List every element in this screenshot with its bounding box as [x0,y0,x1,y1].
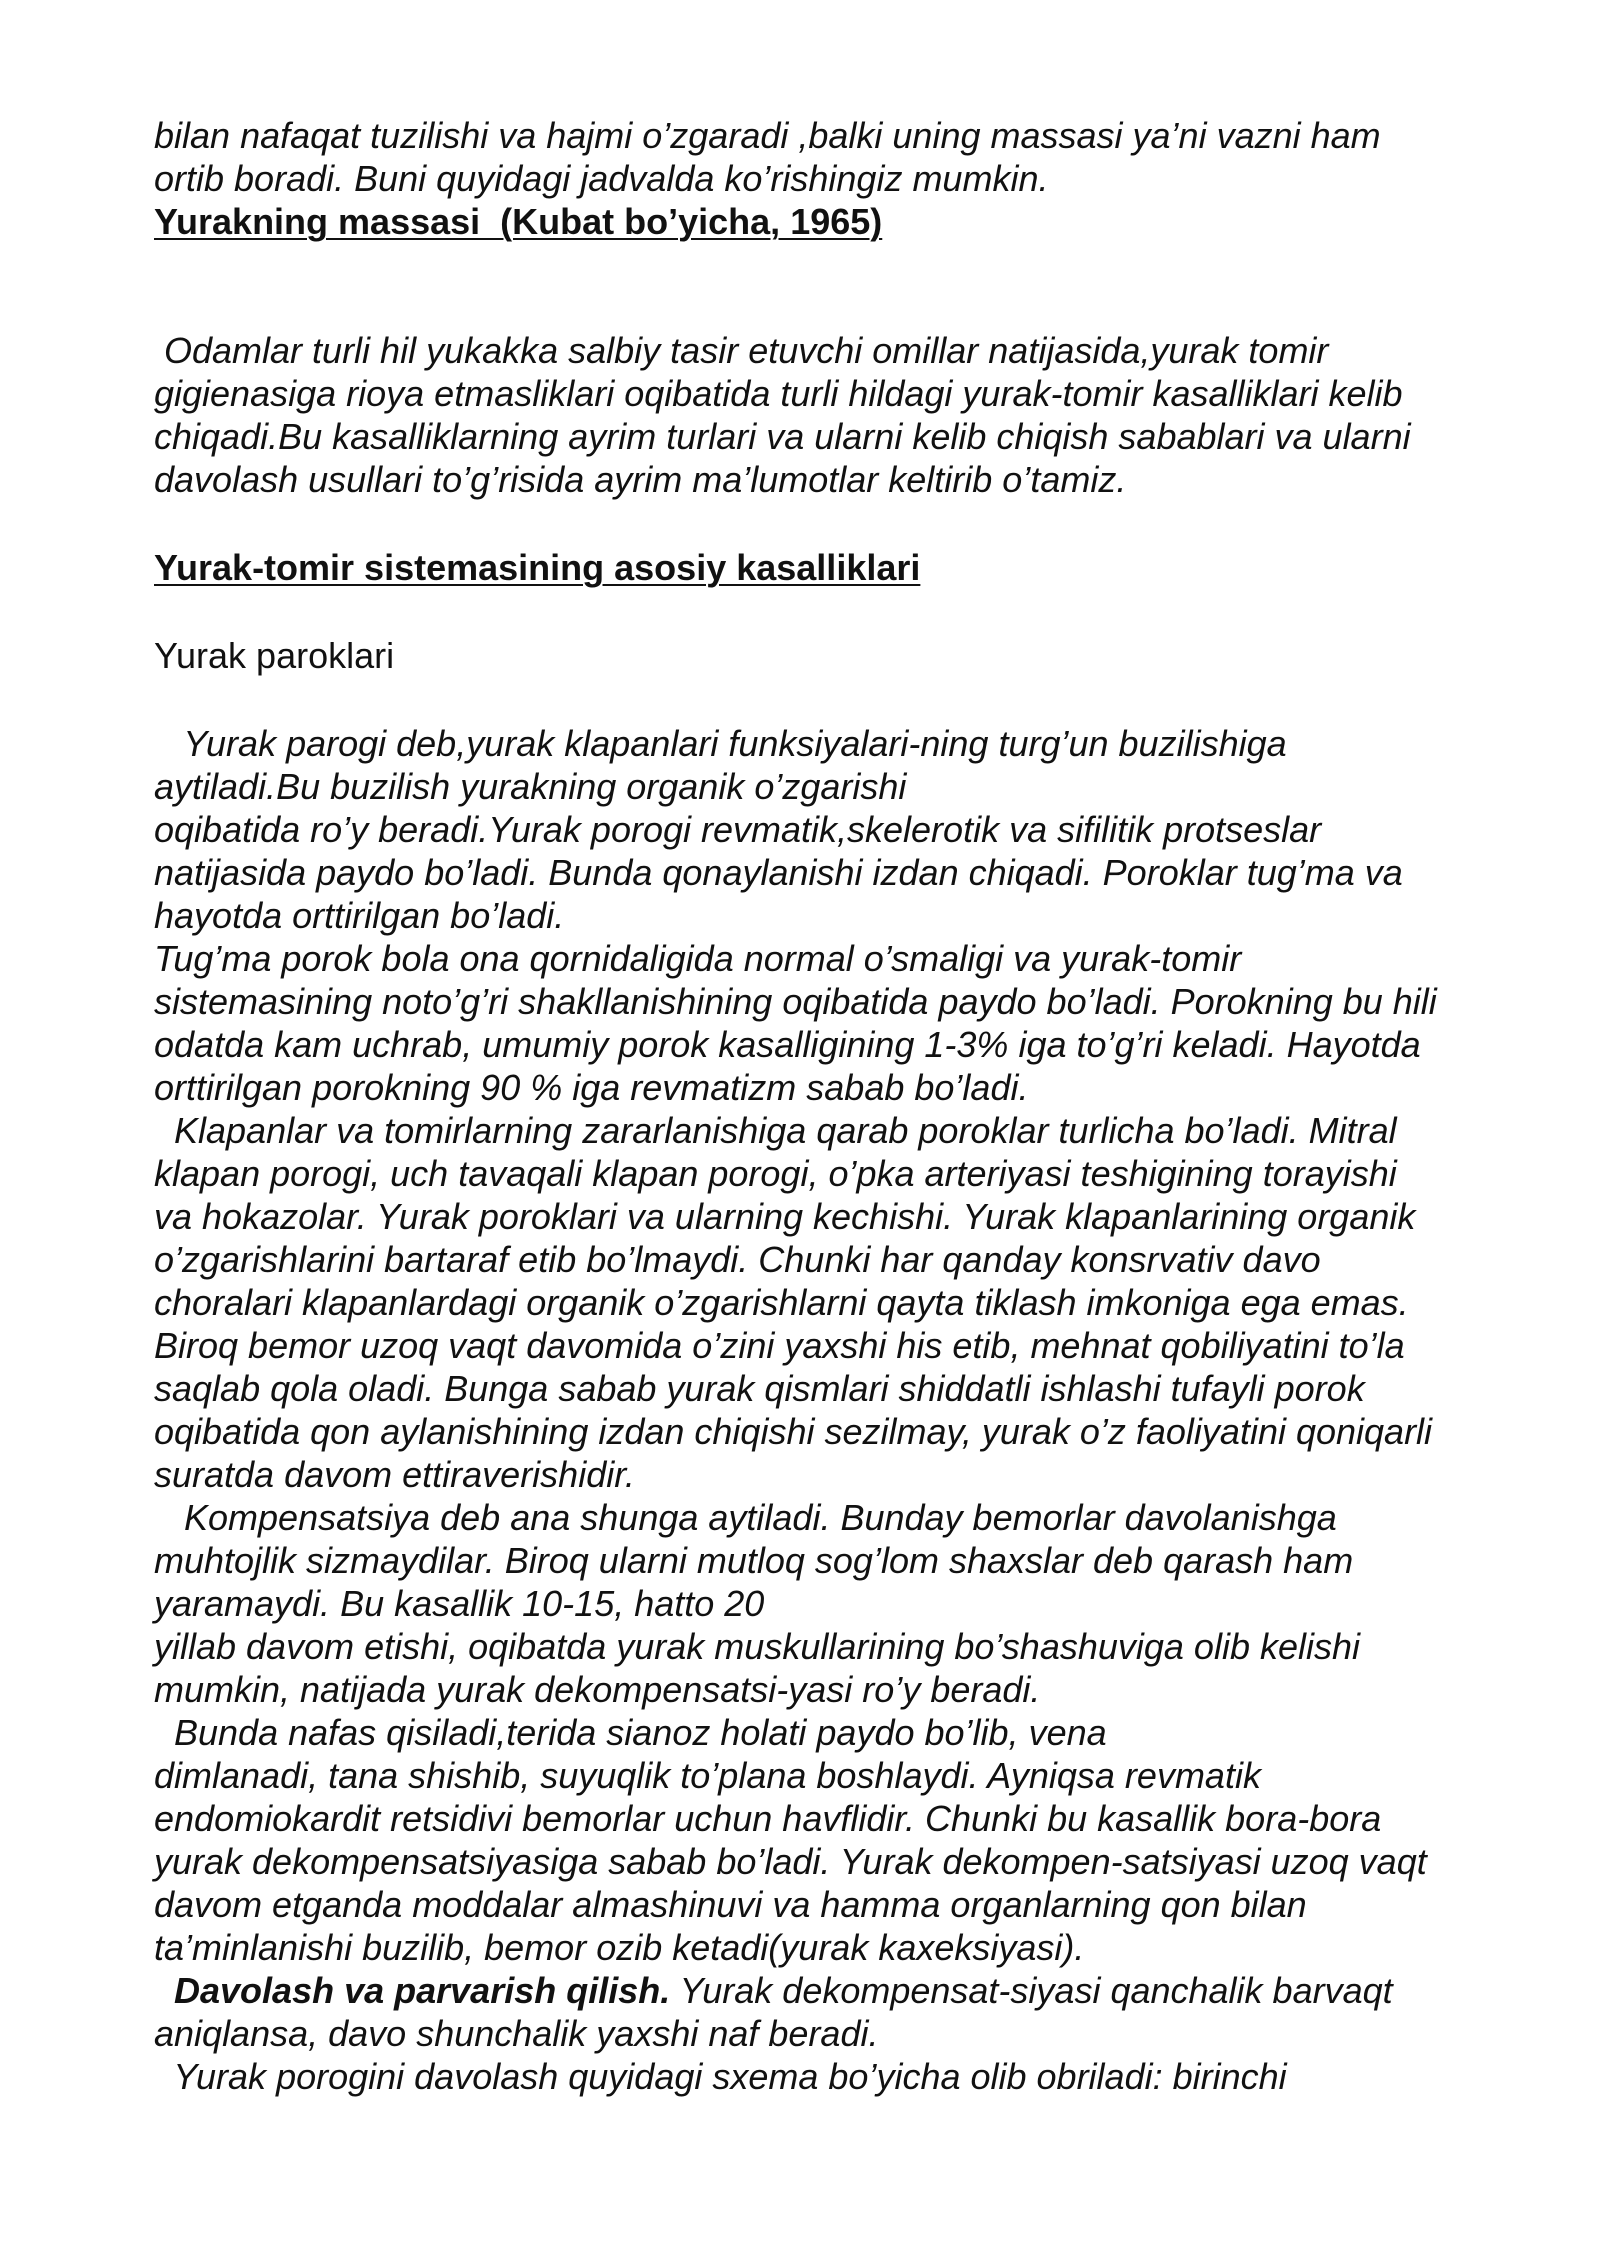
text-line: davolash usullari to’g’risida ayrim ma’lumotlar keltirib o’tamiz. [154,459,1127,500]
text-line: saqlab qola oladi. Bunga sabab yurak qismlari shiddatli ishlashi tufayli porok [154,1368,1365,1409]
text-line: Bunda nafas qisiladi,terida sianoz holati paydo bo’lib, vena [154,1712,1107,1753]
text-line: davom etganda moddalar almashinuvi va hamma organlarning qon bilan [154,1884,1307,1925]
text-line: yaramaydi. Bu kasallik 10-15, hatto 20 [154,1583,765,1624]
diseases-paragraph [154,329,1504,501]
text-line: Kompensatsiya deb ana shunga aytiladi. Bunday bemorlar davolanishga [154,1497,1337,1538]
document-body [154,114,1504,2098]
text-line: Yurak porogini davolash quyidagi sxema bo’yicha olib obriladi: birinchi [154,2056,1287,2097]
section-heading: Yurak-tomir sistemasining asosiy kasalliklari [154,547,921,588]
text-line: aytiladi.Bu buzilish yurakning organik o’zgarishi [154,766,907,807]
text-line: yurak dekompensatsiyasiga sabab bo’ladi. Yurak dekompen-satsiyasi uzoq vaqt [154,1841,1427,1882]
indent [154,1970,174,2011]
text-line: hayotda orttirilgan bo’ladi. [154,895,565,936]
spacer [154,501,1504,546]
text-line: aniqlansa, davo shunchalik yaxshi naf beradi. [154,2013,879,2054]
spacer [154,677,1504,722]
text-line: Klapanlar va tomirlarning zararlanishiga qarab poroklar turlicha bo’ladi. Mitral [154,1110,1397,1151]
main-paragraph [154,722,1504,1969]
text-line: yillab davom etishi, oqibatda yurak muskullarining bo’shashuviga olib kelishi [154,1626,1360,1667]
text-line: choralari klapanlardagi organik o’zgarishlarni qayta tiklash imkoniga ega emas. [154,1282,1409,1323]
text-line: chiqadi.Bu kasalliklarning ayrim turlari va ularni kelib chiqish sabablari va ularni [154,416,1411,457]
text-line: natijasida paydo bo’ladi. Bunda qonaylanishi izdan chiqadi. Poroklar tug’ma va [154,852,1403,893]
text-line: endomiokardit retsidivi bemorlar uchun havflidir. Chunki bu kasallik bora-bora [154,1798,1382,1839]
text-line: ta’minlanishi buzilib, bemor ozib ketadi(yurak kaxeksiyasi). [154,1927,1085,1968]
spacer [154,589,1504,634]
text-line: Biroq bemor uzoq vaqt davomida o’zini yaxshi his etib, mehnat qobiliyatini to’la [154,1325,1405,1366]
text-line: odatda kam uchrab, umumiy porok kasalligining 1-3% iga to’g’ri keladi. Hayotda [154,1024,1421,1065]
text-line: muhtojlik sizmaydilar. Biroq ularni mutloq sog’lom shaxslar deb qarash ham [154,1540,1354,1581]
text-line: o’zgarishlarini bartaraf etib bo’lmaydi. Chunki har qanday konsrvativ davo [154,1239,1321,1280]
text-line: Odamlar turli hil yukakka salbiy tasir etuvchi omillar natijasida,yurak tomir [154,330,1329,371]
treatment-line [154,1969,1504,2012]
text-line: suratda davom ettiraverishidir. [154,1454,635,1495]
text-line: sistemasining noto’g’ri shakllanishining oqibatida paydo bo’ladi. Porokning bu hili [154,981,1437,1022]
text-line: va hokazolar. Yurak poroklari va ularning kechishi. Yurak klapanlarining organik [154,1196,1416,1237]
subheading: Yurak paroklari [154,635,395,676]
text-line: mumkin, natijada yurak dekompensatsi-yasi ro’y beradi. [154,1669,1041,1710]
text-line: bilan nafaqat tuzilishi va hajmi o’zgaradi ,balki uning massasi ya’ni vazni ham [154,115,1381,156]
treatment-heading: Davolash va parvarish qilish. [174,1970,671,2011]
table-title: Yurakning massasi (Kubat bo’yicha, 1965) [154,201,883,242]
text-line: Yurak parogi deb,yurak klapanlari funksiyalari-ning turg’un buzilishiga [154,723,1287,764]
text-line: ortib boradi. Buni quyidagi jadvalda ko’rishingiz mumkin. [154,158,1049,199]
text-line: gigienasiga rioya etmasliklari oqibatida turli hildagi yurak-tomir kasalliklari kelib [154,373,1403,414]
text-line: orttirilgan porokning 90 % iga revmatizm sabab bo’ladi. [154,1067,1029,1108]
table-space [154,243,1504,329]
text-line: klapan porogi, uch tavaqali klapan porogi, o’pka arteriyasi teshigining torayishi [154,1153,1397,1194]
text-line: oqibatida ro’y beradi.Yurak porogi revmatik,skelerotik va sifilitik protseslar [154,809,1322,850]
treatment-text: Yurak dekompensat-siyasi qanchalik barvaqt [670,1970,1393,2011]
text-line: dimlanadi, tana shishib, suyuqlik to’plana boshlaydi. Ayniqsa revmatik [154,1755,1261,1796]
text-line: Tug’ma porok bola ona qornidaligida normal o’smaligi va yurak-tomir [154,938,1242,979]
text-line: oqibatida qon aylanishining izdan chiqishi sezilmay, yurak o’z faoliyatini qoniqarli [154,1411,1433,1452]
intro-paragraph [154,114,1504,200]
